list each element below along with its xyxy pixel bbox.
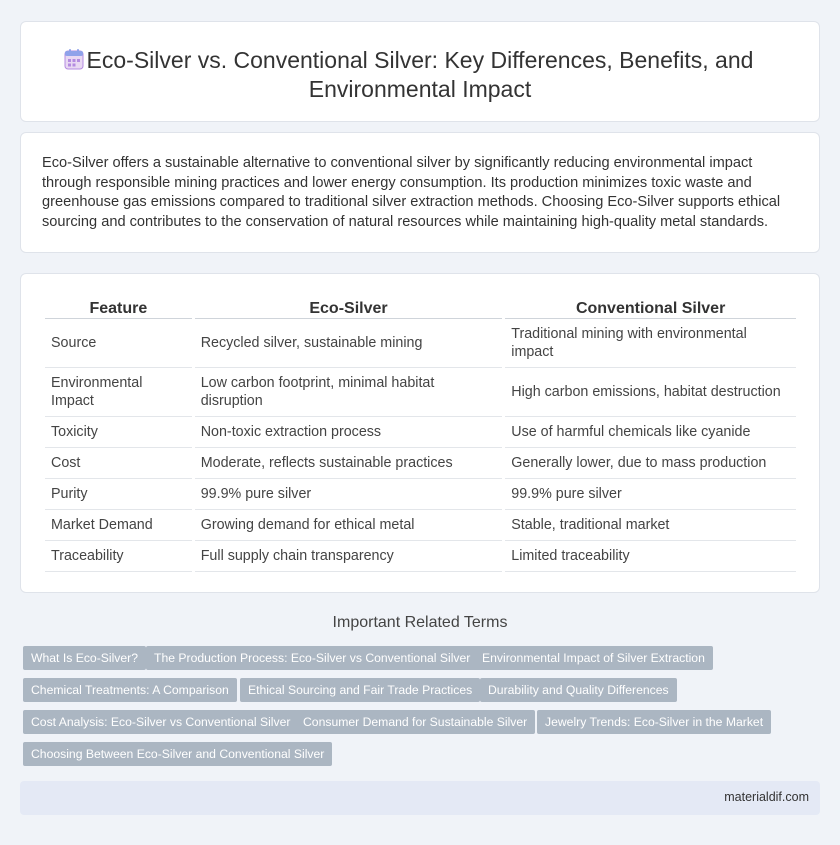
table-row: [45, 479, 796, 510]
conventional-silver-cell: Traditional mining with environmental impact: [505, 319, 796, 368]
related-term-tag[interactable]: What Is Eco-Silver?: [23, 646, 146, 670]
feature-cell: Toxicity: [45, 417, 192, 448]
related-term-tag[interactable]: Ethical Sourcing and Fair Trade Practices: [240, 678, 480, 702]
table-row: [45, 541, 796, 572]
related-term-tag[interactable]: Durability and Quality Differences: [480, 678, 677, 702]
feature-cell: Purity: [45, 479, 192, 510]
table-row: [45, 319, 796, 368]
eco-silver-cell: Recycled silver, sustainable mining: [195, 319, 503, 368]
related-term-tag[interactable]: Environmental Impact of Silver Extraction: [474, 646, 713, 670]
feature-cell: Traceability: [45, 541, 192, 572]
header-conventional-silver: Conventional Silver: [505, 295, 796, 319]
page-title: Eco-Silver vs. Conventional Silver: Key Differences, Benefits, and Environmental Impact: [86, 47, 754, 102]
intro-card: [20, 132, 820, 253]
feature-cell: Source: [45, 319, 192, 368]
table-row: [45, 368, 796, 417]
eco-silver-cell: Full supply chain transparency: [195, 541, 503, 572]
related-term-tag[interactable]: Choosing Between Eco-Silver and Conventional Silver: [23, 742, 332, 766]
eco-silver-cell: Moderate, reflects sustainable practices: [195, 448, 503, 479]
eco-silver-cell: 99.9% pure silver: [195, 479, 503, 510]
related-term-tag[interactable]: Cost Analysis: Eco-Silver vs Conventional Silver: [23, 710, 298, 734]
feature-cell: Cost: [45, 448, 192, 479]
conventional-silver-cell: 99.9% pure silver: [505, 479, 796, 510]
title-card: [20, 21, 820, 122]
table-row: [45, 417, 796, 448]
conventional-silver-cell: High carbon emissions, habitat destruction: [505, 368, 796, 417]
conventional-silver-cell: Limited traceability: [505, 541, 796, 572]
eco-silver-cell: Low carbon footprint, minimal habitat disruption: [195, 368, 503, 417]
comparison-table-card: [20, 273, 820, 593]
conventional-silver-cell: Generally lower, due to mass production: [505, 448, 796, 479]
conventional-silver-cell: Use of harmful chemicals like cyanide: [505, 417, 796, 448]
eco-silver-cell: Growing demand for ethical metal: [195, 510, 503, 541]
header-eco-silver: Eco-Silver: [195, 295, 503, 319]
related-terms-heading: Important Related Terms: [332, 614, 508, 631]
related-term-tag[interactable]: The Production Process: Eco-Silver vs Conventional Silver: [146, 646, 478, 670]
related-term-tag[interactable]: Consumer Demand for Sustainable Silver: [295, 710, 535, 734]
eco-silver-cell: Non-toxic extraction process: [195, 417, 503, 448]
related-term-tag[interactable]: Jewelry Trends: Eco-Silver in the Market: [537, 710, 771, 734]
feature-cell: Market Demand: [45, 510, 192, 541]
conventional-silver-cell: Stable, traditional market: [505, 510, 796, 541]
table-header-row: [45, 295, 796, 319]
header-feature: Feature: [45, 295, 192, 319]
intro-paragraph: Eco-Silver offers a sustainable alternative to conventional silver by significantly reducing environmental impact through responsible mining practices and lower energy consumption. Its production minimizes toxic waste and greenhouse gas emissions compared to traditional silver extraction methods. Choosing Eco-Silver supports ethical sourcing and contributes to the conservation of natural resources while maintaining high-quality metal standards.: [42, 155, 781, 230]
feature-cell: Environmental Impact: [45, 368, 192, 417]
table-row: [45, 510, 796, 541]
footer: [20, 781, 820, 815]
table-row: [45, 448, 796, 479]
comparison-table: [42, 295, 799, 572]
footer-site-link[interactable]: materialdif.com: [724, 790, 809, 804]
related-term-tag[interactable]: Chemical Treatments: A Comparison: [23, 678, 237, 702]
